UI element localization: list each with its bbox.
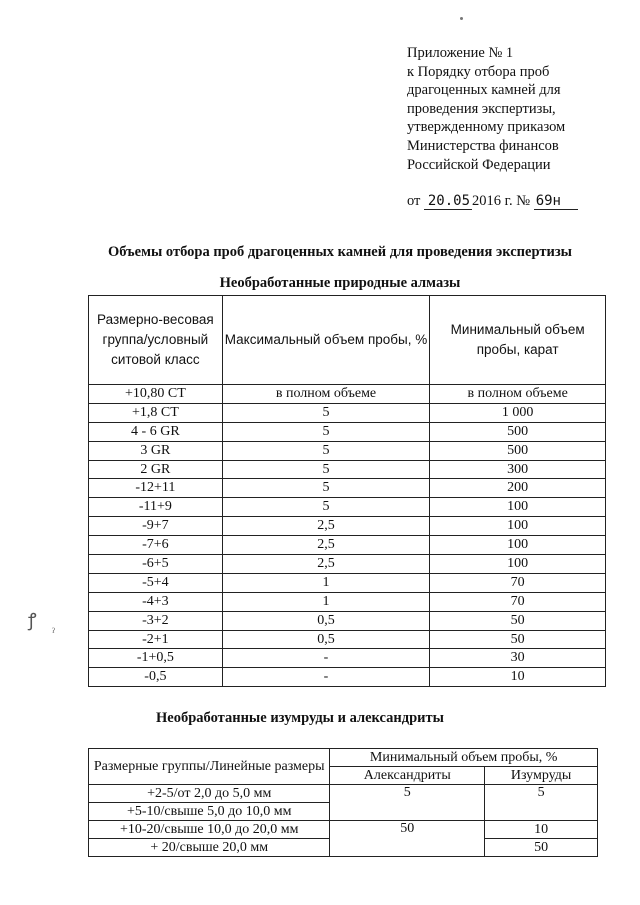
header-min-volume: Минимальный объем пробы, карат: [430, 296, 606, 385]
size-cell: + 20/свыше 20,0 мм: [89, 839, 330, 857]
table-row: [89, 592, 606, 611]
table-row: [89, 555, 606, 574]
max-volume-cell: 0,5: [222, 611, 430, 630]
size-group-cell: -0,5: [89, 668, 223, 687]
header-size: Размерные группы/Линейные размеры: [89, 749, 330, 785]
appendix-line: утвержденному приказом: [407, 119, 566, 136]
diamonds-header-row: [89, 296, 606, 385]
size-cell: +5-10/свыше 5,0 до 10,0 мм: [89, 803, 330, 821]
emeralds-section-title: Необработанные изумруды и александриты: [156, 710, 444, 726]
diamonds-section-title: Необработанные природные алмазы: [219, 275, 461, 291]
document-title: Объемы отбора проб драгоценных камней для проведения экспертизы: [108, 244, 572, 260]
margin-pen-tick: ˀ: [52, 626, 56, 640]
min-volume-cell: в полном объеме: [430, 385, 606, 404]
max-volume-cell: 5: [222, 441, 430, 460]
order-date: 20.05: [424, 194, 472, 210]
size-group-cell: 4 - 6 GR: [89, 422, 223, 441]
header-emeralds: Изумруды: [485, 767, 598, 785]
header-size-group: Размерно-весовая группа/условный ситовой класс: [89, 296, 223, 385]
margin-pen-mark: ꝭ: [28, 610, 37, 631]
max-volume-cell: 1: [222, 573, 430, 592]
max-volume-cell: 0,5: [222, 630, 430, 649]
table-row: [89, 479, 606, 498]
table-row: [89, 460, 606, 479]
size-cell: +2-5/от 2,0 до 5,0 мм: [89, 785, 330, 803]
appendix-header: [407, 44, 627, 211]
size-group-cell: +1,8 СТ: [89, 403, 223, 422]
min-volume-cell: 10: [430, 668, 606, 687]
header-min-volume: Минимальный объем пробы, %: [330, 749, 598, 767]
max-volume-cell: 2,5: [222, 555, 430, 574]
table-row: [89, 385, 606, 404]
max-volume-cell: 5: [222, 460, 430, 479]
emeralds-header-row: [89, 749, 598, 767]
table-row: [89, 517, 606, 536]
max-volume-cell: 2,5: [222, 517, 430, 536]
size-group-cell: +10,80 СТ: [89, 385, 223, 404]
max-volume-cell: 5: [222, 479, 430, 498]
size-group-cell: 3 GR: [89, 441, 223, 460]
emeralds-table: [88, 748, 598, 857]
appendix-line: драгоценных камней для: [407, 82, 561, 99]
size-group-cell: -3+2: [89, 611, 223, 630]
table-row: [89, 668, 606, 687]
min-volume-cell: 500: [430, 441, 606, 460]
size-group-cell: -12+11: [89, 479, 223, 498]
emerald-cell: 50: [485, 839, 598, 857]
appendix-line: Российской Федерации: [407, 156, 551, 173]
min-volume-cell: 50: [430, 611, 606, 630]
min-volume-cell: 500: [430, 422, 606, 441]
size-group-cell: -11+9: [89, 498, 223, 517]
min-volume-cell: 70: [430, 573, 606, 592]
max-volume-cell: 2,5: [222, 536, 430, 555]
table-row: [89, 441, 606, 460]
max-volume-cell: 5: [222, 422, 430, 441]
table-row: [89, 536, 606, 555]
appendix-line: проведения экспертизы,: [407, 100, 556, 117]
header-alexandrites: Александриты: [330, 767, 485, 785]
table-row: [89, 649, 606, 668]
appendix-line: Приложение № 1: [407, 45, 514, 61]
size-group-cell: -2+1: [89, 630, 223, 649]
max-volume-cell: -: [222, 668, 430, 687]
order-number: 69н: [534, 194, 578, 210]
scan-speck: [460, 17, 463, 20]
min-volume-cell: 200: [430, 479, 606, 498]
size-group-cell: -6+5: [89, 555, 223, 574]
min-volume-cell: 100: [430, 536, 606, 555]
table-row: [89, 630, 606, 649]
appendix-line: к Порядку отбора проб: [407, 63, 550, 80]
size-group-cell: -7+6: [89, 536, 223, 555]
size-group-cell: -5+4: [89, 573, 223, 592]
max-volume-cell: 5: [222, 403, 430, 422]
size-group-cell: -4+3: [89, 592, 223, 611]
min-volume-cell: 100: [430, 555, 606, 574]
table-row: [89, 785, 598, 803]
header-max-volume: Максимальный объем пробы, %: [222, 296, 430, 385]
min-volume-cell: 50: [430, 630, 606, 649]
order-reference: [407, 192, 627, 211]
min-volume-cell: 70: [430, 592, 606, 611]
emerald-cell: 10: [485, 821, 598, 839]
max-volume-cell: -: [222, 649, 430, 668]
table-row: [89, 422, 606, 441]
table-row: [89, 611, 606, 630]
min-volume-cell: 300: [430, 460, 606, 479]
min-volume-cell: 100: [430, 498, 606, 517]
table-row: [89, 821, 598, 839]
table-row: [89, 498, 606, 517]
emerald-cell: 5: [485, 785, 598, 821]
appendix-line: Министерства финансов: [407, 137, 559, 154]
diamonds-table: [88, 295, 606, 687]
order-year: 2016 г. №: [472, 193, 531, 210]
alexandrite-cell: 50: [330, 821, 485, 857]
min-volume-cell: 30: [430, 649, 606, 668]
size-group-cell: -1+0,5: [89, 649, 223, 668]
min-volume-cell: 1 000: [430, 403, 606, 422]
size-group-cell: 2 GR: [89, 460, 223, 479]
alexandrite-cell: 5: [330, 785, 485, 821]
max-volume-cell: 1: [222, 592, 430, 611]
min-volume-cell: 100: [430, 517, 606, 536]
table-row: [89, 573, 606, 592]
size-group-cell: -9+7: [89, 517, 223, 536]
order-prefix: от: [407, 193, 421, 210]
max-volume-cell: в полном объеме: [222, 385, 430, 404]
size-cell: +10-20/свыше 10,0 до 20,0 мм: [89, 821, 330, 839]
max-volume-cell: 5: [222, 498, 430, 517]
table-row: [89, 403, 606, 422]
